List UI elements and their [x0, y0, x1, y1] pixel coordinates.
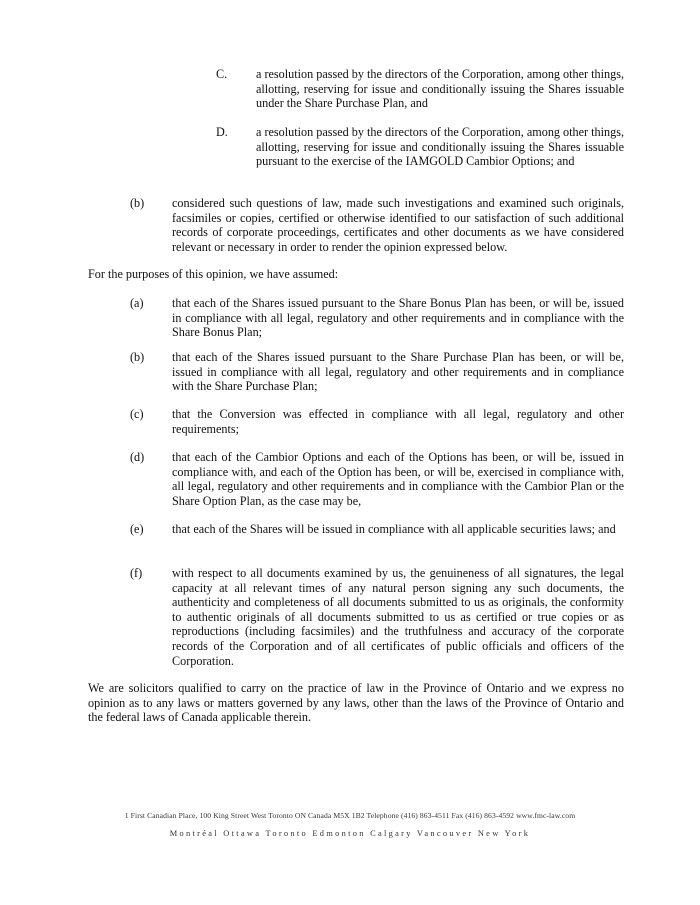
- sub-item-c-marker: C.: [216, 67, 228, 81]
- assumptions-intro: For the purposes of this opinion, we have assumed:: [88, 267, 339, 281]
- assumption-d-marker: (d): [130, 450, 145, 464]
- sub-item-c-text: a resolution passed by the directors of the Corporation, among other things, allotting, reserving for issue and conditionally issuing the Shares issuable under the Share Purchase Plan, and: [256, 67, 624, 111]
- assumption-b-text: that each of the Shares issued pursuant to the Share Purchase Plan has been, or will be, issued in compliance with all legal, regulatory and other requirements and in compliance with the Share Purchase Plan;: [172, 350, 624, 394]
- assumption-f-marker: (f): [130, 566, 143, 580]
- footer-address: 1 First Canadian Place, 100 King Street West Toronto ON Canada M5X 1B2 Telephone (416) 863-4511 Fax (416) 863-4592 www.fmc-law.com: [124, 811, 576, 820]
- assumption-b-marker: (b): [130, 350, 145, 364]
- item-b-marker: (b): [130, 196, 145, 210]
- assumption-c-text: that the Conversion was effected in compliance with all legal, regulatory and other requirements;: [172, 407, 624, 436]
- assumption-c-marker: (c): [130, 407, 144, 421]
- assumption-f-text: with respect to all documents examined by us, the genuineness of all signatures, the legal capacity at all relevant times of any natural person signing any such documents, the authenticity and completeness of all documents submitted to us as originals, the conformity to authentic originals of all documents submitted to us as certified or true copies or as reproductions (including facsimiles) and the truthfulness and accuracy of the corporate records of the Corporation and of all certificates of public officials and officers of the Corporation.: [172, 566, 624, 668]
- assumption-a-text: that each of the Shares issued pursuant to the Share Bonus Plan has been, or will be, issued in compliance with all legal, regulatory and other requirements and in compliance with the Share Bonus Plan;: [172, 296, 624, 340]
- assumption-e-marker: (e): [130, 522, 144, 536]
- footer-cities: Montréal Ottawa Toronto Edmonton Calgary Vancouver New York: [169, 829, 531, 838]
- assumption-e-text: that each of the Shares will be issued in compliance with all applicable securities laws; and: [172, 522, 616, 536]
- closing-paragraph: We are solicitors qualified to carry on the practice of law in the Province of Ontario and we express no opinion as to any laws or matters governed by any laws, other than the laws of the Province of Ontario and the federal laws of Canada applicable therein.: [88, 681, 624, 725]
- assumption-a-marker: (a): [130, 296, 144, 310]
- assumption-d-text: that each of the Cambior Options and each of the Options has been, or will be, issued in compliance with, and each of the Option has been, or will be, exercised in compliance with, all legal, regulatory and other requirements and in compliance with the Cambior Plan or the Share Option Plan, as the case may be,: [172, 450, 624, 508]
- sub-item-d-marker: D.: [216, 125, 228, 139]
- item-b-text: considered such questions of law, made such investigations and examined such originals, facsimiles or copies, certified or otherwise identified to our satisfaction of such additional records of corporate proceedings, certificates and other documents as we have considered relevant or necessary in order to render the opinion expressed below.: [172, 196, 624, 254]
- sub-item-d-text: a resolution passed by the directors of the Corporation, among other things, allotting, reserving for issue and conditionally issuing the Shares issuable pursuant to the exercise of the IAMGOLD Cambior Options; and: [256, 125, 624, 169]
